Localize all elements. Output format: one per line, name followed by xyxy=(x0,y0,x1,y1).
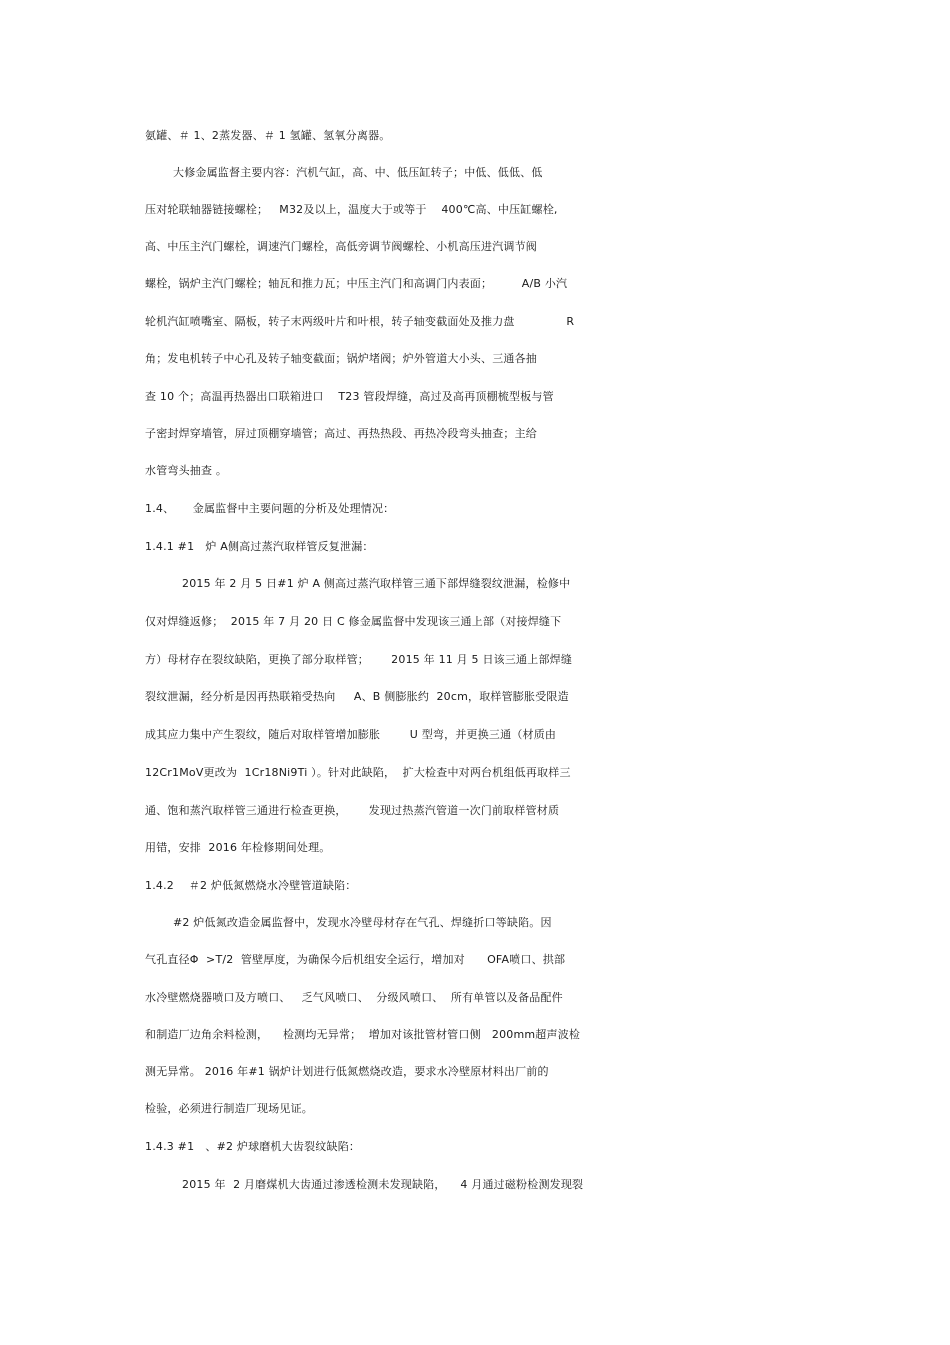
text-line-15: 方）母材存在裂纹缺陷，更换了部分取样管； 2015 年 11 月 5 日该三通上部焊缝 xyxy=(145,653,573,666)
text-line-1: 氨罐、＃ 1、2蒸发器、＃ 1 氢罐、氢氧分离器。 xyxy=(145,129,391,142)
text-line-13: 2015 年 2 月 5 日#1 炉 A 侧高过蒸汽取样管三通下部焊缝裂纹泄漏，检修中 xyxy=(182,577,571,590)
text-line-9: 子密封焊穿墙管，屏过顶棚穿墙管；高过、再热热段、再热冷段弯头抽查；主给 xyxy=(145,427,537,440)
text-line-4: 高、中压主汽门螺栓，调速汽门螺栓，高低旁调节阀螺栓、小机高压进汽调节阀 xyxy=(145,240,537,253)
text-line-16: 裂纹泄漏，经分析是因再热联箱受热向 A、B 侧膨胀约 20cm，取样管膨胀受限造 xyxy=(145,690,569,703)
text-line-17: 成其应力集中产生裂纹，随后对取样管增加膨胀 U 型弯，并更换三通（材质由 xyxy=(145,728,557,741)
text-line-6: 轮机汽缸喷嘴室、隔板，转子末两级叶片和叶根，转子轴变截面处及推力盘 R xyxy=(145,315,575,328)
text-line-27: 检验，必须进行制造厂现场见证。 xyxy=(145,1102,313,1115)
text-line-3: 压对轮联轴器链接螺栓； M32及以上，温度大于或等于 400℃高、中压缸螺栓, xyxy=(145,203,558,216)
text-line-29: 2015 年 2 月磨煤机大齿通过渗透检测未发现缺陷， 4 月通过磁粉检测发现裂 xyxy=(182,1178,584,1191)
text-line-25: 和制造厂边角余料检测， 检测均无异常； 增加对该批管材管口侧 200mm超声波检 xyxy=(145,1028,581,1041)
text-line-10: 水管弯头抽查 。 xyxy=(145,464,228,477)
text-line-26: 测无异常。 2016 年#1 锅炉计划进行低氮燃烧改造，要求水冷壁原材料出厂前的 xyxy=(145,1065,549,1078)
section-heading-1-4-3: 1.4.3 #1 、#2 炉球磨机大齿裂纹缺陷： xyxy=(145,1140,361,1153)
text-line-18: 12Cr1MoV更改为 1Cr18Ni9Ti ）。针对此缺陷， 扩大检查中对两台机组低再取样三 xyxy=(145,766,571,779)
text-line-2: 大修金属监督主要内容：汽机气缸，高、中、低压缸转子；中低、低低、低 xyxy=(173,166,543,179)
section-heading-1-4: 1.4、 金属监督中主要问题的分析及处理情况： xyxy=(145,502,395,515)
text-line-14: 仅对焊缝返修； 2015 年 7 月 20 日 C 修金属监督中发现该三通上部（对接焊缝下 xyxy=(145,615,562,628)
text-line-5: 螺栓，锅炉主汽门螺栓；轴瓦和推力瓦；中压主汽门和高调门内表面； A/B 小汽 xyxy=(145,277,568,290)
text-line-7: 角；发电机转子中心孔及转子轴变截面；锅炉堵阀；炉外管道大小头、三通各抽 xyxy=(145,352,537,365)
section-heading-1-4-2: 1.4.2 ＃2 炉低氮燃烧水冷壁管道缺陷： xyxy=(145,879,357,892)
text-line-23: 气孔直径Φ >T/2 管壁厚度，为确保今后机组安全运行，增加对 OFA喷口、拱部 xyxy=(145,953,566,966)
text-line-19: 通、饱和蒸汽取样管三通进行检查更换， 发现过热蒸汽管道一次门前取样管材质 xyxy=(145,804,560,817)
section-heading-1-4-1: 1.4.1 #1 炉 A侧高过蒸汽取样管反复泄漏： xyxy=(145,540,374,553)
text-line-8: 查 10 个；高温再热器出口联箱进口 T23 管段焊缝，高过及高再顶棚梳型板与管 xyxy=(145,390,554,403)
text-line-22: #2 炉低氮改造金属监督中，发现水冷壁母材存在气孔、焊缝折口等缺陷。因 xyxy=(173,916,552,929)
text-line-24: 水冷壁燃烧器喷口及方喷口、 乏气风喷口、 分级风喷口、 所有单管以及备品配件 xyxy=(145,991,563,1004)
text-line-20: 用错，安排 2016 年检修期间处理。 xyxy=(145,841,331,854)
